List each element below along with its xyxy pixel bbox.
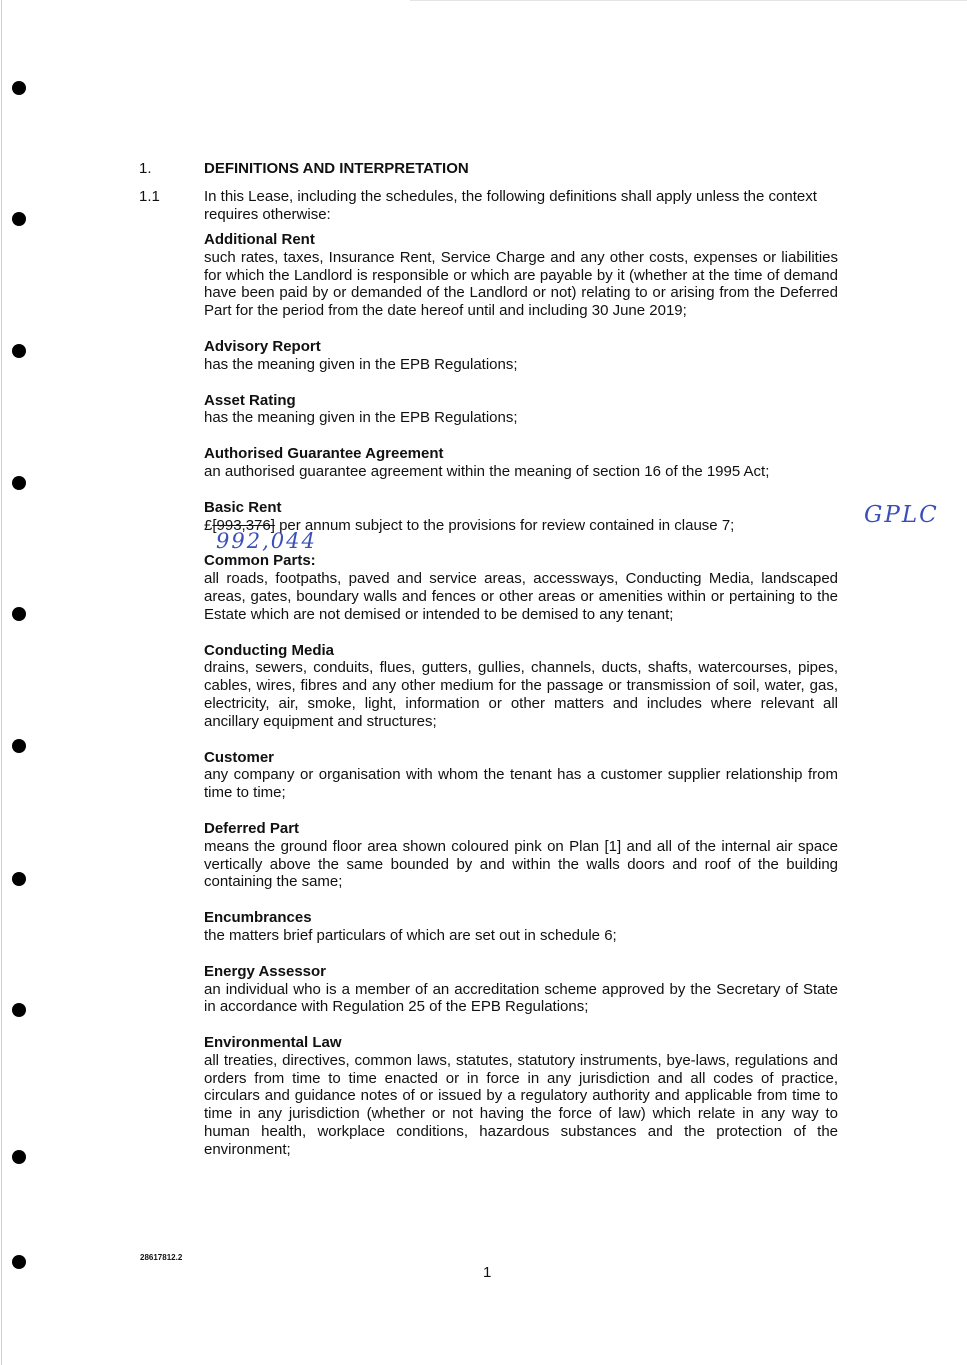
definition-term: Common Parts: [204, 552, 316, 570]
definition-item [204, 642, 838, 731]
punch-hole-mark [12, 81, 26, 95]
definition-term: Additional Rent [204, 231, 315, 248]
definition-term: Advisory Report [204, 337, 321, 355]
definition-term: Asset Rating [204, 391, 296, 409]
definition-meaning: means the ground floor area shown coloured pink on Plan [1] and all of the internal air space vertically above the same bounded by and within the walls doors and roof of the building containing the same; [204, 837, 838, 891]
document-reference: 28617812.2 [140, 1253, 183, 1262]
clause-text: In this Lease, including the schedules, the following definitions shall apply unless the context requires otherwise: [204, 188, 817, 223]
definition-term: Conducting Media [204, 641, 334, 659]
definition-item [204, 338, 838, 374]
definition-meaning: all treaties, directives, common laws, statutes, statutory instruments, bye-laws, regulations and orders from time to time enacted or in force in any jurisdiction and all codes of practice, circulars and guidance notes of or issued by a regulatory authority and applicable from time to time in any jurisdiction (whether or not having the force of law) which relate in any way to human health, workplace conditions, hazardous substances and the protection of the environment; [204, 1051, 838, 1158]
handwritten-amended-rent: 992,044 [216, 529, 317, 553]
definition-term: Basic Rent [204, 498, 282, 516]
definition-term: Authorised Guarantee Agreement [204, 445, 444, 463]
clause-number: 1.1 [139, 188, 160, 205]
definition-meaning: an authorised guarantee agreement within the meaning of section 16 of the 1995 Act; [204, 462, 770, 480]
section-number: 1. [139, 160, 152, 177]
definition-term: Deferred Part [204, 819, 300, 837]
definition-meaning: any company or organisation with whom the tenant has a customer supplier relationship from time to time; [204, 766, 838, 802]
definition-meaning: has the meaning given in the EPB Regulations; [204, 409, 518, 427]
punch-hole-mark [12, 344, 26, 358]
section-title: DEFINITIONS AND INTERPRETATION [204, 160, 469, 177]
definition-meaning: such rates, taxes, Insurance Rent, Service Charge and any other costs, expenses or liabilities for which the Landlord is responsible or which are payable by it (whether at the time of demand have been paid by or demanded of the Landlord or not) relating to or arising from the Deferred Part for the period from the date hereof until and including 30 June 2019; [204, 248, 838, 320]
definition-term: Customer [204, 748, 275, 766]
rent-terms: per annum subject to the provisions for review contained in clause 7; [274, 516, 735, 534]
punch-hole-mark [12, 607, 26, 621]
definition-term: Encumbrances [204, 909, 312, 927]
definition-item [204, 552, 838, 623]
definition-item [204, 231, 838, 320]
definition-item [204, 445, 838, 481]
handwritten-initials: GPLC [864, 502, 939, 528]
definition-item [204, 392, 838, 428]
page-number: 1 [483, 1264, 492, 1281]
definition-item [204, 749, 838, 802]
definition-meaning: has the meaning given in the EPB Regulations; [204, 355, 518, 373]
definitions-list [204, 231, 838, 1177]
punch-hole-mark [12, 739, 26, 753]
definition-meaning: an individual who is a member of an accreditation scheme approved by the Secretary of State in accordance with Regulation 25 of the EPB Regulations; [204, 980, 838, 1016]
page-edge-line [1, 0, 2, 1365]
punch-hole-mark [12, 1003, 26, 1017]
currency-symbol: £ [204, 516, 213, 534]
struck-rent-amount: [993,376] [212, 516, 275, 534]
punch-hole-mark [12, 476, 26, 490]
definition-item [204, 909, 838, 945]
definition-meaning: all roads, footpaths, paved and service areas, accessways, Conducting Media, landscaped areas, gates, boundary walls and fences or other areas or amenities within or pertaining to the Estate which are not demised or intended to be demised to any tenant; [204, 570, 838, 623]
definition-meaning: the matters brief particulars of which are set out in schedule 6; [204, 926, 617, 944]
definition-term: Energy Assessor [204, 962, 327, 980]
definition-item [204, 820, 838, 891]
punch-hole-mark [12, 1150, 26, 1164]
punch-hole-mark [12, 212, 26, 226]
definition-meaning: drains, sewers, conduits, flues, gutters, gullies, channels, ducts, shafts, watercourses, pipes, cables, wires, fibres and any other medium for the passage or transmission of soil, water, gas, electricity, air, smoke, light, information or other matters and includes where relevant all ancillary equipment and structures; [204, 659, 838, 730]
punch-hole-mark [12, 872, 26, 886]
definition-item [204, 1034, 838, 1159]
definition-item [204, 963, 838, 1016]
page-top-line [410, 0, 967, 1]
punch-hole-mark [12, 1255, 26, 1269]
definition-term: Environmental Law [204, 1034, 342, 1052]
